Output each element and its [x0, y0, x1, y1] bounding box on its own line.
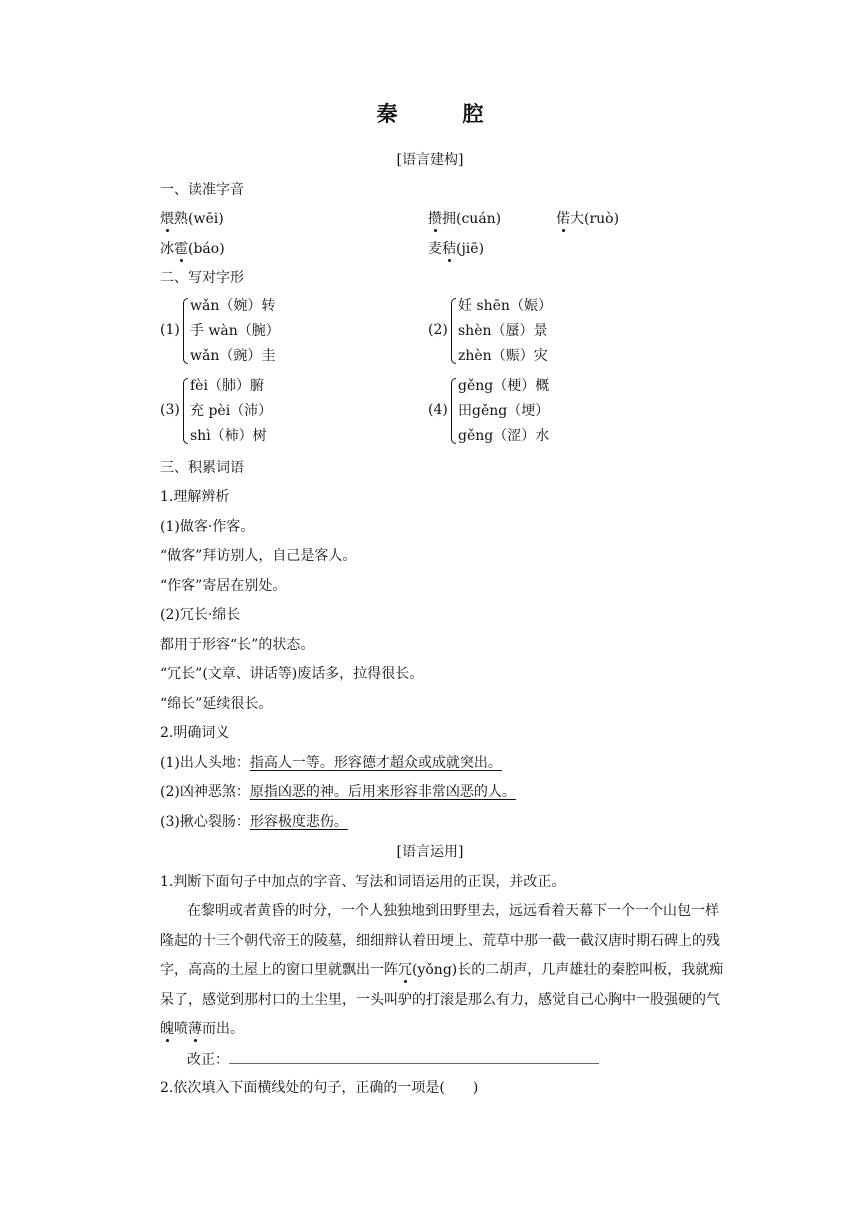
- pinyin-item-5: 麦秸(jiē): [428, 241, 485, 257]
- text-line: “绵长”延续很长。: [160, 696, 273, 712]
- glyph-row: wǎn（婉）转: [190, 298, 276, 314]
- text-line: (1)做客·作客。: [160, 519, 255, 535]
- pinyin-item-1: 煨熟(wēi): [160, 211, 224, 227]
- passage-line: 隆起的十三个朝代帝王的陵墓，细细辩认着田埂上、荒草中那一截一截汉唐时期石碑上的残: [160, 933, 720, 949]
- pinyin-item-3: 偌大(ruò): [556, 211, 620, 227]
- text-line: 都用于形容“长”的状态。: [160, 637, 315, 653]
- text-line: “做客”拜访别人，自己是客人。: [160, 548, 357, 564]
- correction-line: 改正：: [187, 1049, 599, 1070]
- passage-line: 魄喷薄而出。: [160, 1021, 244, 1037]
- part2-heading: 二、写对字形: [160, 270, 244, 286]
- subheading-meaning: 2.明确词义: [160, 725, 230, 741]
- section-heading-construction: [语言建构]: [396, 152, 464, 168]
- subheading-distinguish: 1.理解辨析: [160, 489, 230, 505]
- text-line: “冗长”(文章、讲话等)废话多，拉得很长。: [160, 666, 424, 682]
- brace-mark: [451, 378, 456, 444]
- glyph-row: gěng（涩）水: [458, 428, 550, 444]
- text-line: “作客”寄居在别处。: [160, 578, 287, 594]
- brace-mark: [183, 378, 188, 444]
- question-2-stem: 2.依次填入下面横线处的句子，正确的一项是( ): [160, 1080, 479, 1096]
- glyph-row: gěng（梗）概: [458, 378, 550, 394]
- glyph-row: zhèn（赈）灾: [458, 348, 548, 364]
- text-line: (2)冗长·绵长: [160, 607, 241, 623]
- answer-blank[interactable]: [229, 1049, 599, 1064]
- passage-line: 在黎明或者黄昏的时分，一个人独独地到田野里去，远远看着天幕下一个一个山包一样: [187, 903, 719, 919]
- part1-heading: 一、读准字音: [160, 182, 244, 198]
- part3-heading: 三、积累词语: [160, 460, 244, 476]
- glyph-row: shèn（蜃）景: [458, 323, 548, 339]
- brace-mark: [183, 298, 188, 364]
- glyph-row: wǎn（豌）圭: [190, 348, 276, 364]
- group-number: (2): [428, 322, 448, 338]
- page-title: 秦 腔: [376, 101, 506, 126]
- question-1-stem: 1.判断下面句子中加点的字音、写法和词语运用的正误，并改正。: [160, 874, 566, 890]
- group-number: (3): [160, 402, 180, 418]
- pinyin-item-2: 攒拥(cuán): [428, 211, 502, 227]
- section-heading-usage: [语言运用]: [396, 844, 464, 860]
- passage-line: 字，高高的土屋上的窗口里就飘出一阵冗(yǒng)长的二胡声，几声雄壮的秦腔叫板，我就痴: [160, 962, 724, 978]
- glyph-row: shì（柿）树: [190, 428, 267, 444]
- glyph-row: 妊 shēn（娠）: [458, 298, 552, 314]
- passage-line: 呆了，感觉到那村口的土尘里，一头叫驴的打滚是那么有力，感觉自己心胸中一股强硬的气: [160, 992, 720, 1008]
- pinyin-item-4: 冰雹(báo): [160, 241, 225, 257]
- definition-3: (3)揪心裂肠：形容极度悲伤。: [160, 814, 348, 830]
- definition-2: (2)凶神恶煞：原指凶恶的神。后用来形容非常凶恶的人。: [160, 784, 516, 800]
- definition-1: (1)出人头地：指高人一等。形容德才超众或成就突出。: [160, 755, 502, 771]
- glyph-row: 手 wàn（腕）: [190, 323, 280, 339]
- brace-mark: [451, 298, 456, 364]
- group-number: (1): [160, 322, 180, 338]
- glyph-row: 田gěng（埂）: [458, 403, 550, 419]
- glyph-row: 充 pèi（沛）: [190, 403, 273, 419]
- glyph-row: fèi（肺）腑: [190, 378, 264, 394]
- group-number: (4): [428, 402, 448, 418]
